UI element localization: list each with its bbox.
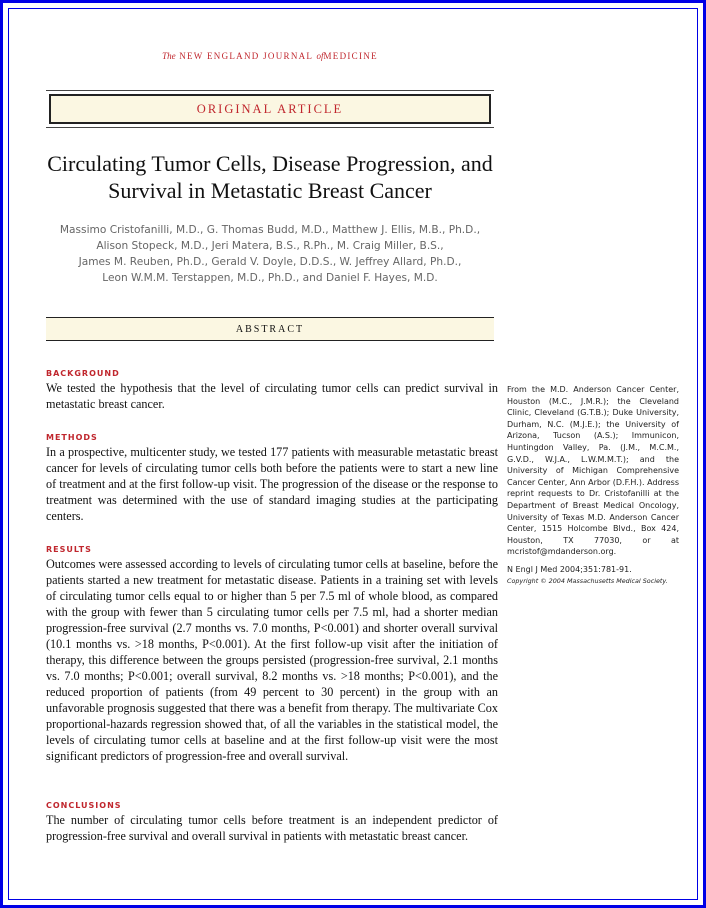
results-text: Outcomes were assessed according to levels of circulating tumor cells at baseline, before the patients started a new treatment for metastatic disease. Patients in a training set with levels of circulating tumor cells equal to or higher than 5 per 7.5 ml of whole blood, as compared with the group with fewer than 5 circulating tumor cells per 7.5 ml, had a shorter median progression-free survival (2.7 months vs. 7.0 months, P<0.001) and shorter overall survival (10.1 months vs. >18 months, P<0.001). At the first follow-up visit after the initiation of therapy, this difference between the groups persisted (progression-free survival, 2.1 months vs. 7.0 months; P<0.001; overall survival, 8.2 months vs. >18 months; P<0.001), and the reduced proportion of patients (from 49 percent to 30 percent) in the group with an unfavorable prognosis suggested that there was a benefit from therapy. The multivariate Cox proportional-hazards regression showed that, of all the variables in the statistical model, the levels of circulating tumor cells at baseline and at the first follow-up visit were the most significant predictors of progression-free and overall survival. (46, 557, 498, 763)
journal-citation: N Engl J Med 2004;351:781-91. (507, 565, 632, 574)
journal-name-part2: MEDICINE (323, 51, 378, 61)
conclusions-text: The number of circulating tumor cells before treatment is an independent predictor of progression-free survival and overall survival in patients with metastatic breast cancer. (46, 813, 498, 843)
background-heading: BACKGROUND (46, 369, 120, 378)
copyright-notice: Copyright © 2004 Massachusetts Medical Society. (507, 577, 668, 585)
author-list (40, 222, 500, 286)
journal-header (46, 51, 494, 61)
article-title: Circulating Tumor Cells, Disease Progression, and Survival in Metastatic Breast Cancer (47, 151, 493, 203)
journal-prefix: The (162, 51, 176, 61)
background-text: We tested the hypothesis that the level of circulating tumor cells can predict survival in metastatic breast cancer. (46, 381, 498, 411)
journal-name-part1: NEW ENGLAND JOURNAL (179, 51, 313, 61)
journal-of: of (316, 51, 324, 61)
article-type-box (46, 90, 494, 128)
abstract-heading: ABSTRACT (46, 317, 494, 341)
author-line: Leon W.M.M. Terstappen, M.D., Ph.D., and Daniel F. Hayes, M.D. (102, 272, 438, 284)
article-type-label: ORIGINAL ARTICLE (49, 94, 491, 124)
author-affiliations: From the M.D. Anderson Cancer Center, Houston (M.C., J.M.R.); the Cleveland Clinic, Cleveland (G.T.B.); Duke University, Durham, N.C. (M.J.E.); the University of Arizona, Tucson (A.S.); Immunicon, Huntingdon Valley, Pa. (J.M., M.C.M., G.V.D., W.J.A., L.W.M.M.T.); and the University of Michigan Comprehensive Cancer Center, Ann Arbor (D.F.H.). Address reprint requests to Dr. Cristofanilli at the Department of Breast Medical Oncology, University of Texas M.D. Anderson Cancer Center, 1515 Holcombe Blvd., Box 424, Houston, TX 77030, or at mcristof@mdanderson.org. (507, 385, 679, 557)
author-line: Massimo Cristofanilli, M.D., G. Thomas Budd, M.D., Matthew J. Ellis, M.B., Ph.D., (59, 224, 481, 236)
author-line: James M. Reuben, Ph.D., Gerald V. Doyle, D.D.S., W. Jeffrey Allard, Ph.D., (78, 256, 462, 268)
methods-heading: METHODS (46, 433, 98, 442)
conclusions-heading: CONCLUSIONS (46, 801, 122, 810)
author-line: Alison Stopeck, M.D., Jeri Matera, B.S., R.Ph., M. Craig Miller, B.S., (96, 240, 444, 252)
results-heading: RESULTS (46, 545, 92, 554)
methods-text: In a prospective, multicenter study, we tested 177 patients with measurable metastatic breast cancer for levels of circulating tumor cells both before the patients were to start a new line of treatment and at the first follow-up visit. The progression of the disease or the response to treatment was determined with the use of standard imaging studies at the participating centers. (46, 445, 498, 523)
